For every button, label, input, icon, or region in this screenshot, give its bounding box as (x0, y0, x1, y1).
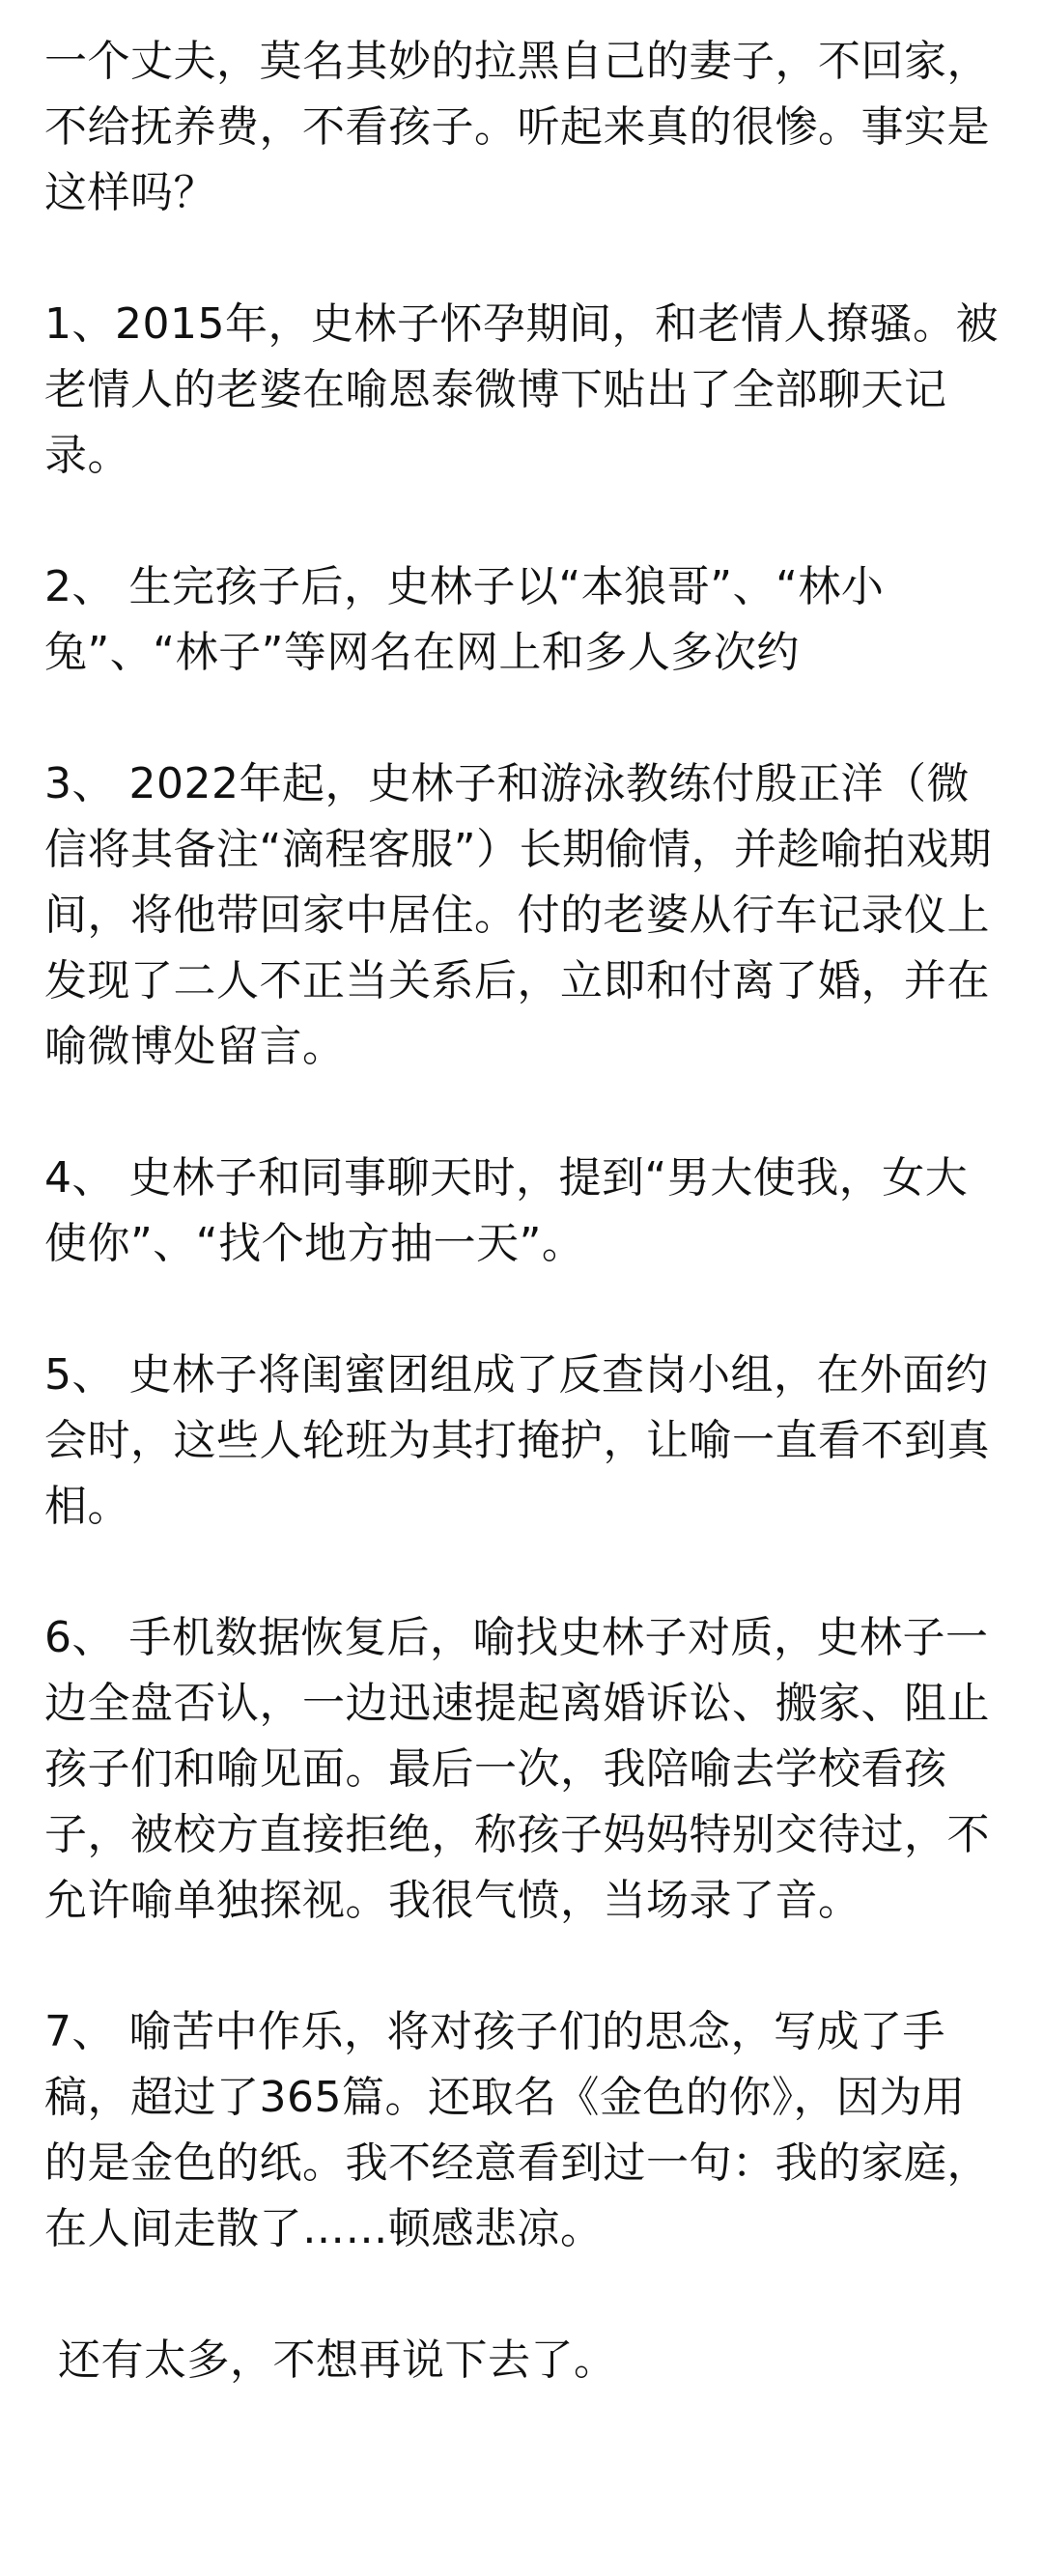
paragraph-closing: 还有太多，不想再说下去了。 (58, 2335, 617, 2385)
paragraph-point-1: 1、2015年，史林子怀孕期间，和老情人撩骚。被老情人的老婆在喻恩泰微博下贴出了全部聊天记录。 (44, 299, 999, 480)
paragraph-point-6: 6、 手机数据恢复后，喻找史林子对质，史林子一边全盘否认，一边迅速提起离婚诉讼、搬家、阻止孩子们和喻见面。最后一次，我陪喻去学校看孩子，被校方直接拒绝，称孩子妈妈特别交待过，不允许喻单独探视。我很气愤，当场录了音。 (44, 1613, 990, 1925)
paragraph-point-3: 3、 2022年起，史林子和游泳教练付殷正洋（微信将其备注“滴程客服”）长期偷情，并趁喻拍戏期间，将他带回家中居住。付的老婆从行车记录仪上发现了二人不正当关系后，立即和付离了婚，并在喻微博处留言。 (44, 759, 993, 1071)
paragraph-point-7: 7、 喻苦中作乐，将对孩子们的思念，写成了手稿，超过了365篇。还取名《金色的你》，因为用的是金色的纸。我不经意看到过一句：我的家庭，在人间走散了……顿感悲凉。 (44, 2007, 990, 2253)
paragraph-point-5: 5、 史林子将闺蜜团组成了反查岗小组，在外面约会时，这些人轮班为其打掩护，让喻一直看不到真相。 (44, 1350, 990, 1531)
paragraph-intro: 一个丈夫，莫名其妙的拉黑自己的妻子，不回家，不给抚养费，不看孩子。听起来真的很惨。事实是这样吗？ (44, 37, 990, 217)
paragraph-point-4: 4、 史林子和同事聊天时，提到“男大使我，女大使你”、“找个地方抽一天”。 (44, 1153, 969, 1268)
paragraph-point-2: 2、 生完孩子后，史林子以“本狼哥”、“林小兔”、“林子”等网名在网上和多人多次约 (44, 562, 885, 677)
